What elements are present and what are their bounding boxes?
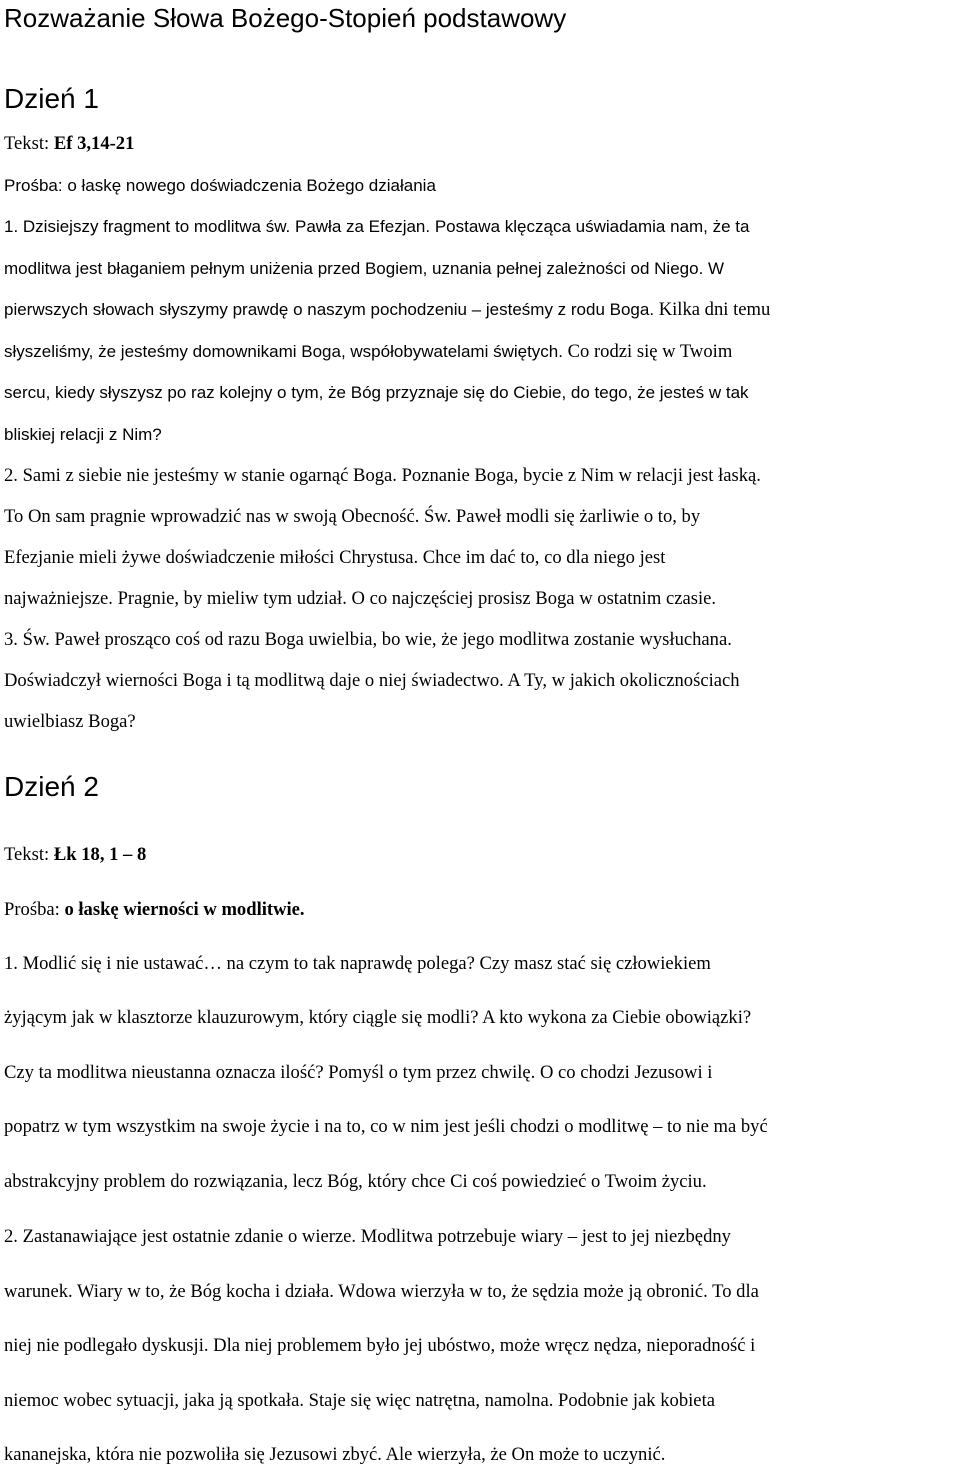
text-value: Łk 18, 1 – 8 bbox=[53, 844, 147, 865]
day-2-line-1: 1. Modlić się i nie ustawać… na czym to tak naprawdę polega? Czy masz stać się człowiekiem bbox=[4, 953, 711, 974]
text-label: Tekst: bbox=[4, 844, 54, 865]
line-part-sans: pierwszych słowach słyszymy prawdę o naszym pochodzeniu – jesteśmy z rodu Boga. bbox=[4, 300, 655, 319]
prosba-value: o łaskę nowego doświadczenia Bożego działania bbox=[67, 176, 436, 195]
day-2-line-3: Czy ta modlitwa nieustanna oznacza ilość? Pomyśl o tym przez chwilę. O co chodzi Jezusowi i bbox=[4, 1062, 713, 1083]
day-2-line-9: niemoc wobec sytuacji, jaka ją spotkała. Staje się więc natrętna, namolna. Podobnie jak kobieta bbox=[4, 1390, 715, 1411]
day-1-line-3 bbox=[4, 298, 770, 322]
day-2-line-7: warunek. Wiary w to, że Bóg kocha i działa. Wdowa wierzyła w to, że sędzia może ją obronić. To dla bbox=[4, 1281, 759, 1302]
day-2-line-10: kananejska, która nie pozwoliła się Jezusowi zbyć. Ale wierzyła, że On może to uczynić. bbox=[4, 1444, 666, 1465]
text-value: Ef 3,14-21 bbox=[53, 133, 135, 154]
text-label: Tekst: bbox=[4, 133, 54, 154]
day-1-line-8: To On sam pragnie wprowadzić nas w swoją Obecność. Św. Paweł modli się żarliwie o to, by bbox=[4, 506, 701, 527]
day-1-heading: Dzień 1 bbox=[4, 83, 99, 114]
day-1-line-1: 1. Dzisiejszy fragment to modlitwa św. Pawła za Efezjan. Postawa klęcząca uświadamia nam, że ta bbox=[4, 217, 750, 236]
day-1-line-5: sercu, kiedy słyszysz po raz kolejny o tym, że Bóg przyznaje się do Ciebie, do tego, że jesteś w tak bbox=[4, 383, 749, 402]
day-1-line-6: bliskiej relacji z Nim? bbox=[4, 425, 162, 444]
line-part-serif: Co rodzi się w Twoim bbox=[562, 341, 733, 362]
day-1-line-7: 2. Sami z siebie nie jesteśmy w stanie ogarnąć Boga. Poznanie Boga, bycie z Nim w relacji jest łaską. bbox=[4, 465, 761, 486]
day-1-line-12: Doświadczył wierności Boga i tą modlitwą daje o niej świadectwo. A Ty, w jakich okolicznościach bbox=[4, 670, 740, 691]
line-part-serif: Kilka dni temu bbox=[654, 299, 771, 320]
day-1-prosba bbox=[4, 174, 436, 198]
prosba-label: Prośba: bbox=[4, 899, 65, 920]
day-1-line-9: Efezjanie mieli żywe doświadczenie miłości Chrystusa. Chce im dać to, co dla niego jest bbox=[4, 547, 666, 568]
day-2-heading: Dzień 2 bbox=[4, 771, 99, 802]
line-part-sans: słyszeliśmy, że jesteśmy domownikami Boga, współobywatelami świętych. bbox=[4, 342, 563, 361]
day-2-line-2: żyjącym jak w klasztorze klauzurowym, który ciągle się modli? A kto wykona za Ciebie obowiązki? bbox=[4, 1007, 752, 1028]
day-1-text-reference bbox=[4, 132, 134, 156]
day-2-line-4: popatrz w tym wszystkim na swoje życie i na to, co w nim jest jeśli chodzi o modlitwę – to nie ma być bbox=[4, 1116, 768, 1137]
day-2-line-6: 2. Zastanawiające jest ostatnie zdanie o wierze. Modlitwa potrzebuje wiary – jest to jej niezbędny bbox=[4, 1226, 731, 1247]
document-title: Rozważanie Słowa Bożego-Stopień podstawowy bbox=[4, 3, 567, 33]
day-1-line-13: uwielbiasz Boga? bbox=[4, 711, 136, 732]
prosba-value: o łaskę wierności w modlitwie. bbox=[64, 899, 305, 920]
day-2-line-5: abstrakcyjny problem do rozwiązania, lecz Bóg, który chce Ci coś powiedzieć o Twoim życiu. bbox=[4, 1171, 707, 1192]
prosba-label: Prośba: bbox=[4, 176, 68, 195]
day-2-text-reference bbox=[4, 843, 146, 867]
day-1-line-11: 3. Św. Paweł prosząco coś od razu Boga uwielbia, bo wie, że jego modlitwa zostanie wysłuchana. bbox=[4, 629, 732, 650]
day-1-line-10: najważniejsze. Pragnie, by mieliw tym udział. O co najczęściej prosisz Boga w ostatnim czasie. bbox=[4, 588, 717, 609]
day-1-line-2: modlitwa jest błaganiem pełnym uniżenia przed Bogiem, uznania pełnej zależności od Niego. W bbox=[4, 259, 725, 278]
day-2-line-8: niej nie podlegało dyskusji. Dla niej problemem było jej ubóstwo, może wręcz nędza, nieporadność i bbox=[4, 1335, 756, 1356]
day-2-prosba bbox=[4, 898, 305, 922]
day-1-line-4 bbox=[4, 340, 732, 364]
